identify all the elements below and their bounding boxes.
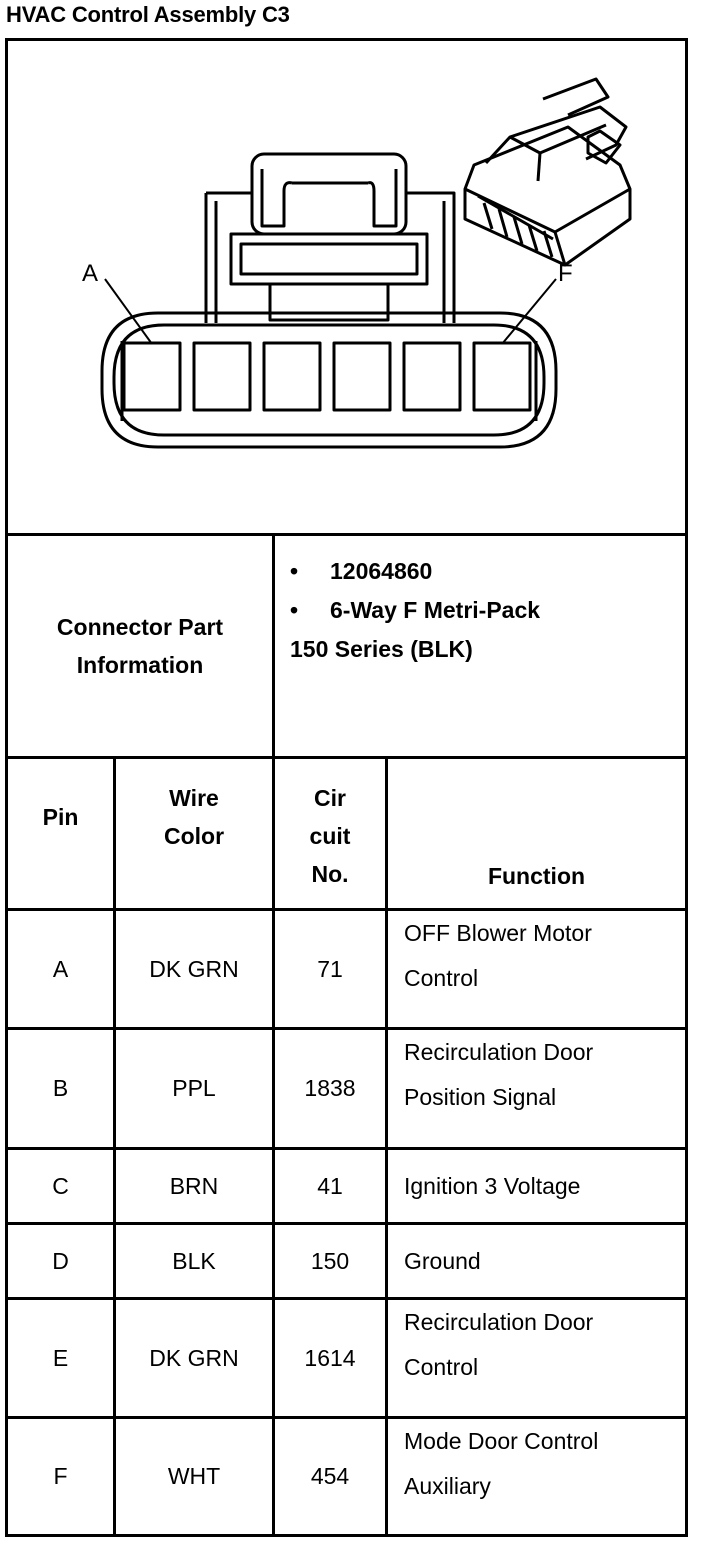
cell-function: OFF Blower Motor Control [404,920,592,991]
bullet-icon: • [290,597,299,623]
header-wire-color: Wire Color [163,785,225,849]
cell-function: Ground [404,1247,481,1274]
pin-cavity-c [264,343,320,410]
connector-latch [206,154,454,323]
cell-pin: D [52,1247,69,1274]
cell-pin: B [52,1075,69,1101]
cell-function: Recirculation Door Position Signal [404,1039,594,1110]
cell-circuit: 1614 [304,1344,356,1371]
cell-function: Ignition 3 Voltage [404,1172,581,1199]
cell-circuit: 71 [317,955,343,982]
cell-pin: F [53,1463,68,1489]
cell-wire-color: DK GRN [149,1344,239,1371]
cell-circuit: 41 [317,1172,343,1199]
pin-cavity-d [334,343,390,410]
cell-pin: C [52,1172,69,1199]
connector-info-label [8,536,272,756]
cell-wire-color: WHT [167,1463,221,1489]
pin-cavities [124,343,530,410]
connector-body [102,313,556,447]
header-function: Function [487,863,586,889]
connector-iso-view [465,79,630,265]
cell-function: Recirculation Door Control [404,1309,594,1380]
cell-pin: E [52,1344,69,1371]
cell-pin: A [52,955,69,982]
header-circuit-no: Cir cuit No. [309,785,351,887]
cell-wire-color: BRN [169,1172,219,1199]
connector-diagram [8,41,685,533]
divider-info-column [272,533,275,759]
cell-wire-color: DK GRN [149,955,239,982]
bullet-icon: • [290,558,299,584]
cell-wire-color: PPL [172,1075,216,1101]
connector-info-label-line2: Information [76,652,204,678]
cell-circuit: 454 [310,1463,350,1489]
pin-cavity-f [474,343,530,410]
connector-info-series: 150 Series (BLK) [290,636,473,662]
connector-info-details [290,552,540,669]
connector-info-label-line1: Connector Part [56,614,224,640]
pin-label-a: A [82,260,99,287]
pin-cavity-b [194,343,250,410]
cell-wire-color: BLK [172,1247,216,1274]
pin-label-f: F [558,260,573,287]
cell-circuit: 1838 [304,1075,356,1101]
pin-cavity-e [404,343,460,410]
cell-function: Mode Door Control Auxiliary [404,1428,599,1499]
page-title: HVAC Control Assembly C3 [6,2,290,27]
connector-info-item: • 6-Way F Metri-Pack [290,591,540,630]
header-pin: Pin [42,804,79,830]
connector-info-item: • 12064860 [290,552,540,591]
cell-circuit: 150 [310,1247,350,1274]
pin-cavity-a [124,343,180,410]
